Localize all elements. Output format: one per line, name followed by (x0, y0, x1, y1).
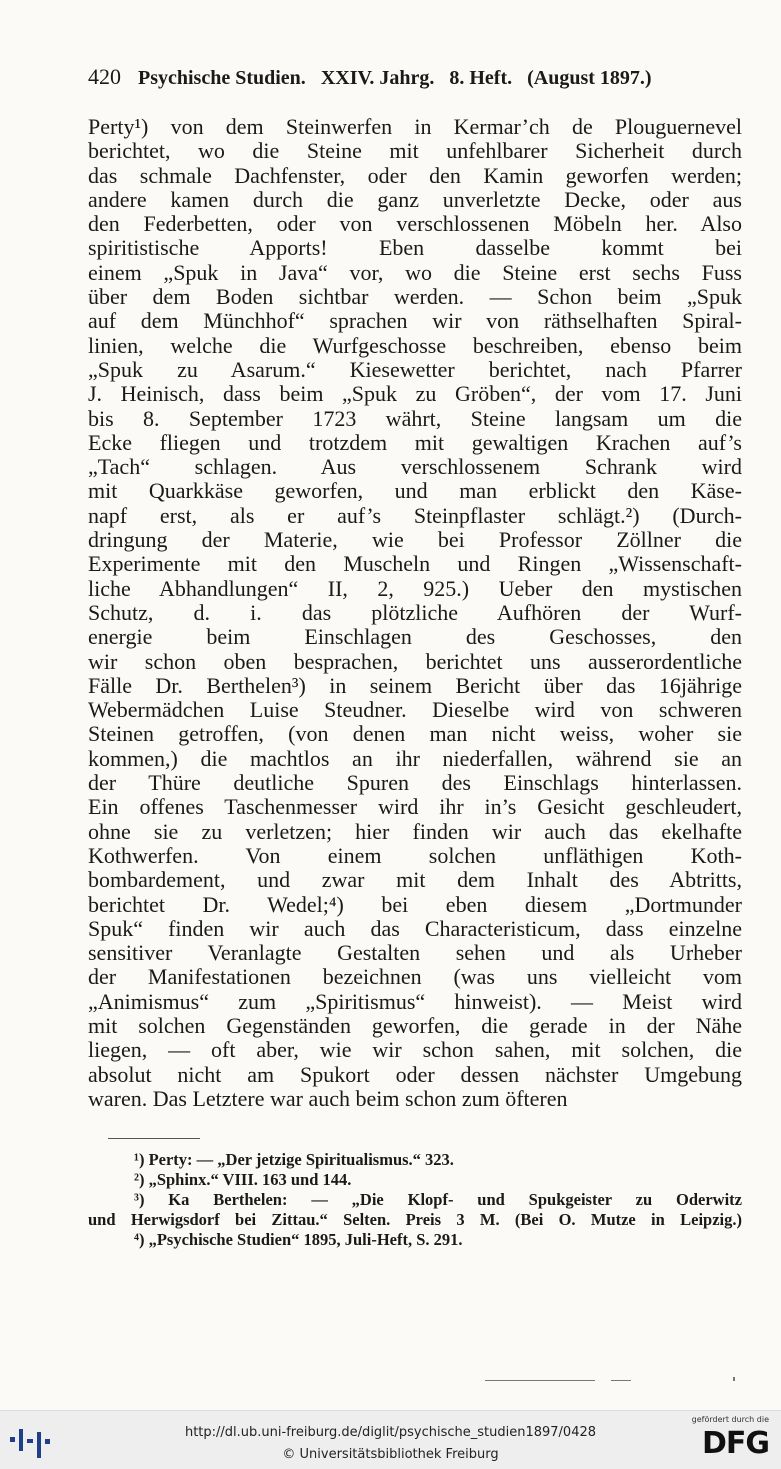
running-header (88, 64, 728, 96)
text-line: „Spuk zu Asarum.“ Kiesewetter berichtet, nach Pfarrer (88, 357, 742, 382)
bottom-rule (611, 1380, 631, 1381)
text-line: berichtet, wo die Steine mit unfehlbarer Sicherheit durch (88, 139, 742, 164)
text-line: Webermädchen Luise Steudner. Dieselbe wird von schweren (88, 698, 742, 723)
permalink[interactable]: http://dl.ub.uni-freiburg.de/diglit/psychische_studien1897/0428 (184, 1425, 597, 1440)
dfg-wordmark: DFG (701, 1426, 769, 1461)
text-line: Perty¹) von dem Steinwerfen in Kermar’ch de Plouguernevel (88, 115, 742, 139)
text-line: Experimente mit den Muscheln und Ringen „Wissenschaft- (88, 552, 742, 577)
text-line: andere kamen durch die ganz unverletzte Decke, oder aus (88, 187, 742, 212)
copyright-notice: © Universitätsbibliothek Freiburg (282, 1447, 499, 1462)
text-line: der Thüre deutliche Spuren des Einschlags hinterlassen. (88, 771, 742, 796)
text-line: wir schon oben besprachen, berichtet uns ausserordentliche (88, 649, 742, 674)
page-bottom-marks (485, 1380, 745, 1386)
text-line: mit solchen Gegenständen geworfen, die gerade in der Nähe (88, 1013, 742, 1038)
footnote-rule (108, 1138, 200, 1139)
text-line: napf erst, als er auf’s Steinpflaster schlägt.²) (Durch- (88, 503, 742, 528)
text-line: sensitiver Veranlagte Gestalten sehen und als Urheber (88, 941, 742, 966)
body-text (88, 115, 742, 1111)
issue-label: 8. Heft. (449, 67, 513, 89)
text-line: J. Heinisch, dass beim „Spuk zu Gröben“, der vom 17. Juni (88, 382, 742, 407)
text-line: das schmale Dachfenster, oder den Kamin geworfen werden; (88, 163, 742, 188)
footnotes (88, 1150, 742, 1250)
text-line: liegen, — oft aber, wie wir schon sahen, mit solchen, die (88, 1038, 742, 1063)
bottom-mark (733, 1377, 735, 1381)
text-line: der Manifestationen bezeichnen (was uns vielleicht vom (88, 965, 742, 990)
volume-label: XXIV. Jahrg. (320, 67, 435, 89)
text-line: spiritistische Apports! Eben dasselbe kommt bei (88, 236, 742, 261)
text-line: Schutz, d. i. das plötzliche Aufhören der Wurf- (88, 600, 742, 625)
text-line: den Federbetten, oder von verschlossenen Möbeln her. Also (88, 212, 742, 237)
footnote: ⁴) „Psychische Studien“ 1895, Juli-Heft, S. 291. (134, 1230, 463, 1249)
viewer-footer (0, 1410, 781, 1469)
text-line: „Animismus“ zum „Spiritismus“ hinweist). — Meist wird (88, 989, 742, 1014)
text-line: über dem Boden sichtbar werden. — Schon beim „Spuk (88, 285, 742, 310)
text-line: Ein offenes Taschenmesser wird ihr in’s Gesicht geschleudert, (88, 795, 742, 820)
text-line: absolut nicht am Spukort oder dessen nächster Umgebung (88, 1062, 742, 1087)
text-line: „Tach“ schlagen. Aus verschlossenem Schrank wird (88, 455, 742, 480)
text-line: mit Quarkkäse geworfen, und man erblickt den Käse- (88, 479, 742, 504)
dfg-caption: gefördert durch die (691, 1415, 769, 1424)
text-line: berichtet Dr. Wedel;⁴) bei eben diesem „Dortmunder (88, 892, 742, 917)
bottom-rule (485, 1380, 595, 1381)
footnote: und Herwigsdorf bei Zittau.“ Selten. Preis 3 M. (Bei O. Mutze in Leipzig.) (88, 1210, 742, 1229)
text-line: Steinen getroffen, (von denen man nicht weiss, woher sie (88, 722, 742, 747)
dfg-logo (677, 1415, 769, 1467)
text-line: ohne sie zu verletzen; hier finden wir auch das ekelhafte (88, 819, 742, 844)
text-line: bombardement, und zwar mit dem Inhalt des Abtritts, (88, 868, 742, 893)
text-line: energie beim Einschlagen des Geschosses, den (88, 625, 742, 650)
footnote: ²) „Sphinx.“ VIII. 163 und 144. (134, 1170, 352, 1189)
journal-title: Psychische Studien. (138, 67, 306, 89)
text-line: linien, welche die Wurfgeschosse beschreiben, ebenso beim (88, 333, 742, 358)
text-line: auf dem Münchhof“ sprachen wir von räthselhaften Spiral- (88, 309, 742, 334)
issue-date: (August 1897.) (527, 67, 652, 89)
text-line: liche Abhandlungen“ II, 2, 925.) Ueber den mystischen (88, 576, 742, 601)
text-line: kommen,) die machtlos an ihr niederfallen, während sie an (88, 746, 742, 771)
text-line: Ecke fliegen und trotzdem mit gewaltigen Krachen auf’s (88, 430, 742, 455)
text-line: Kothwerfen. Von einem solchen unfläthigen Koth- (88, 843, 742, 868)
footnote: ¹) Perty: — „Der jetzige Spiritualismus.“ 323. (134, 1150, 454, 1169)
text-line: Fälle Dr. Berthelen³) in seinem Bericht über das 16jährige (88, 673, 742, 698)
page-number: 420 (88, 64, 121, 89)
text-line: waren. Das Letztere war auch beim schon zum öfteren (88, 1086, 568, 1111)
text-line: Spuk“ finden wir auch das Characteristicum, dass einzelne (88, 916, 742, 941)
text-line: einem „Spuk in Java“ vor, wo die Steine erst sechs Fuss (88, 260, 742, 285)
footnote: ³) Ka Berthelen: — „Die Klopf- und Spukgeister zu Oderwitz (134, 1190, 742, 1209)
text-line: bis 8. September 1723 währt, Steine langsam um die (88, 406, 742, 431)
text-line: dringung der Materie, wie bei Professor Zöllner die (88, 528, 742, 553)
